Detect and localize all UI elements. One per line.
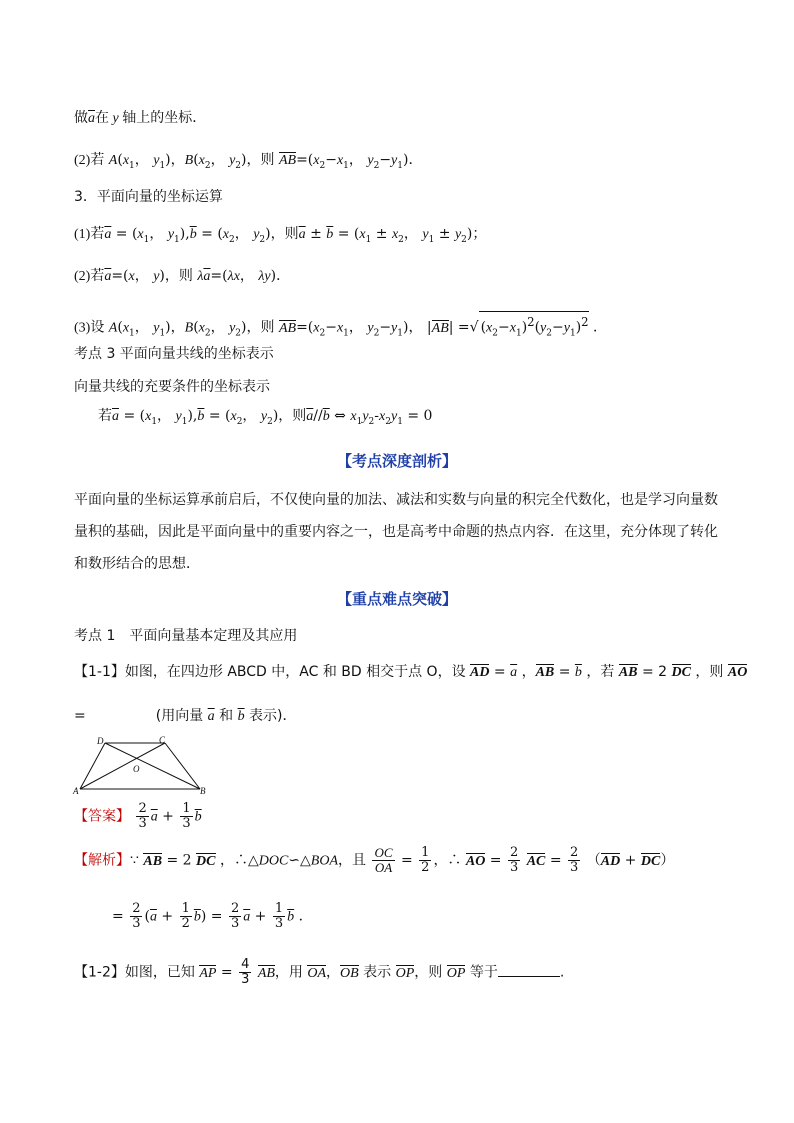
problem-1-1-continuation: = (用向量 $\overline{a}$ 和 $\overline{b}$ 表示)． <box>74 708 297 724</box>
operation-3: (3)设 $A(x_1$， $y_1$)，$B(x_2$， $y_2$)，则 $AB=(x_2-x_1$， $y_2-y_1$)， |AB| =√ $(x_2-x_1)^2(y_2-y_1)^2$ ． <box>74 311 607 343</box>
line-ab-coordinates: (2)若 $A(x_1$， $y_1$)，$B(x_2$， $y_2$)，则 $AB=(x_2-x_1$， $y_2-y_1$)． <box>74 152 423 171</box>
label-o: O <box>133 764 140 774</box>
line-y-coordinate: 做$\overline{a}$在 y 轴上的坐标． <box>74 110 207 126</box>
problem-1-2-tag: 【1-2】 <box>74 964 125 981</box>
label-a: A <box>73 786 79 796</box>
answer-line: 【答案】 $\frac{2}{3}$ $\overline{a}$ + $\frac{1}{3}$ $\overline{b}$ <box>74 801 202 831</box>
topic-1-title: 考点 1 平面向量基本定理及其应用 <box>74 628 298 644</box>
solution-continuation: = $\frac{2}{3}$ ($\overline{a}$ + $\frac{1}{2}$ $\overline{b}$) = $\frac{2}{3}$ $\overline{a}$ + $\frac{1}{3}$ $\overline{b}$ ． <box>112 901 313 931</box>
collinear-condition: 若$\overline{a} = (x_1$， $y_1),\overline{b} = (x_2$， $y_2$)，则$\overline{a}//\overline{b}$ ⇔ $x_1y_2-x_2y_1 = 0$ <box>98 408 433 427</box>
label-b: B <box>200 786 206 796</box>
solution-tag: 【解析】 <box>74 852 130 869</box>
label-c: C <box>159 735 166 745</box>
problem-1-1: 【1-1】如图，在四边形 ABCD 中，AC 和 BD 相交于点 O，设 AD = $\overline{a}$ ，AB = $\overline{b}$ ，若 AB = 2 DC ，则 AO <box>74 664 748 680</box>
answer-tag: 【答案】 <box>74 808 130 825</box>
topic-3-subtitle: 向量共线的充要条件的坐标表示 <box>74 379 270 395</box>
section-3-heading: 3．平面向量的坐标运算 <box>74 189 223 205</box>
topic-3-title: 考点 3 平面向量共线的坐标表示 <box>74 346 274 362</box>
solution-line: 【解析】∵ AB = 2 DC ，∴△DOC∽△BOA，且 $\frac{OC}{OA}$ = $\frac{1}{2}$ ，∴ AO = $\frac{2}{3}$ AC = $\frac{2}{3}$ （AD + DC） <box>74 845 675 875</box>
label-d: D <box>97 736 104 746</box>
heading-breakthrough: 【重点难点突破】 <box>336 590 457 608</box>
problem-1-2: 【1-2】如图，已知 AP = $\frac{4}{3}$ AB，用 OA，OB 表示 OP，则 OP 等于 . <box>74 957 565 987</box>
operation-1: (1)若$\overline{a} = (x_1$， $y_1),\overline{b} = (x_2$， $y_2$)，则$\overline{a} \pm \overline{b} = (x_1 \pm x_2$， $y_1 \pm y_2$)； <box>74 226 487 245</box>
heading-analysis: 【考点深度剖析】 <box>336 452 457 470</box>
quadrilateral-figure <box>70 735 210 797</box>
operation-2: (2)若$\overline{a}=(x$， y)，则 $\lambda\overline{a}=(\lambda x$， λy)． <box>74 268 291 284</box>
problem-1-1-tag: 【1-1】 <box>74 664 125 680</box>
analysis-paragraph: 平面向量的坐标运算承前启后，不仅使向量的加法、减法和实数与向量的积完全代数化，也是学习向量数量积的基础，因此是平面向量中的重要内容之一，也是高考中命题的热点内容．在这里，充分体现了转化和数形结合的思想． <box>74 492 718 572</box>
